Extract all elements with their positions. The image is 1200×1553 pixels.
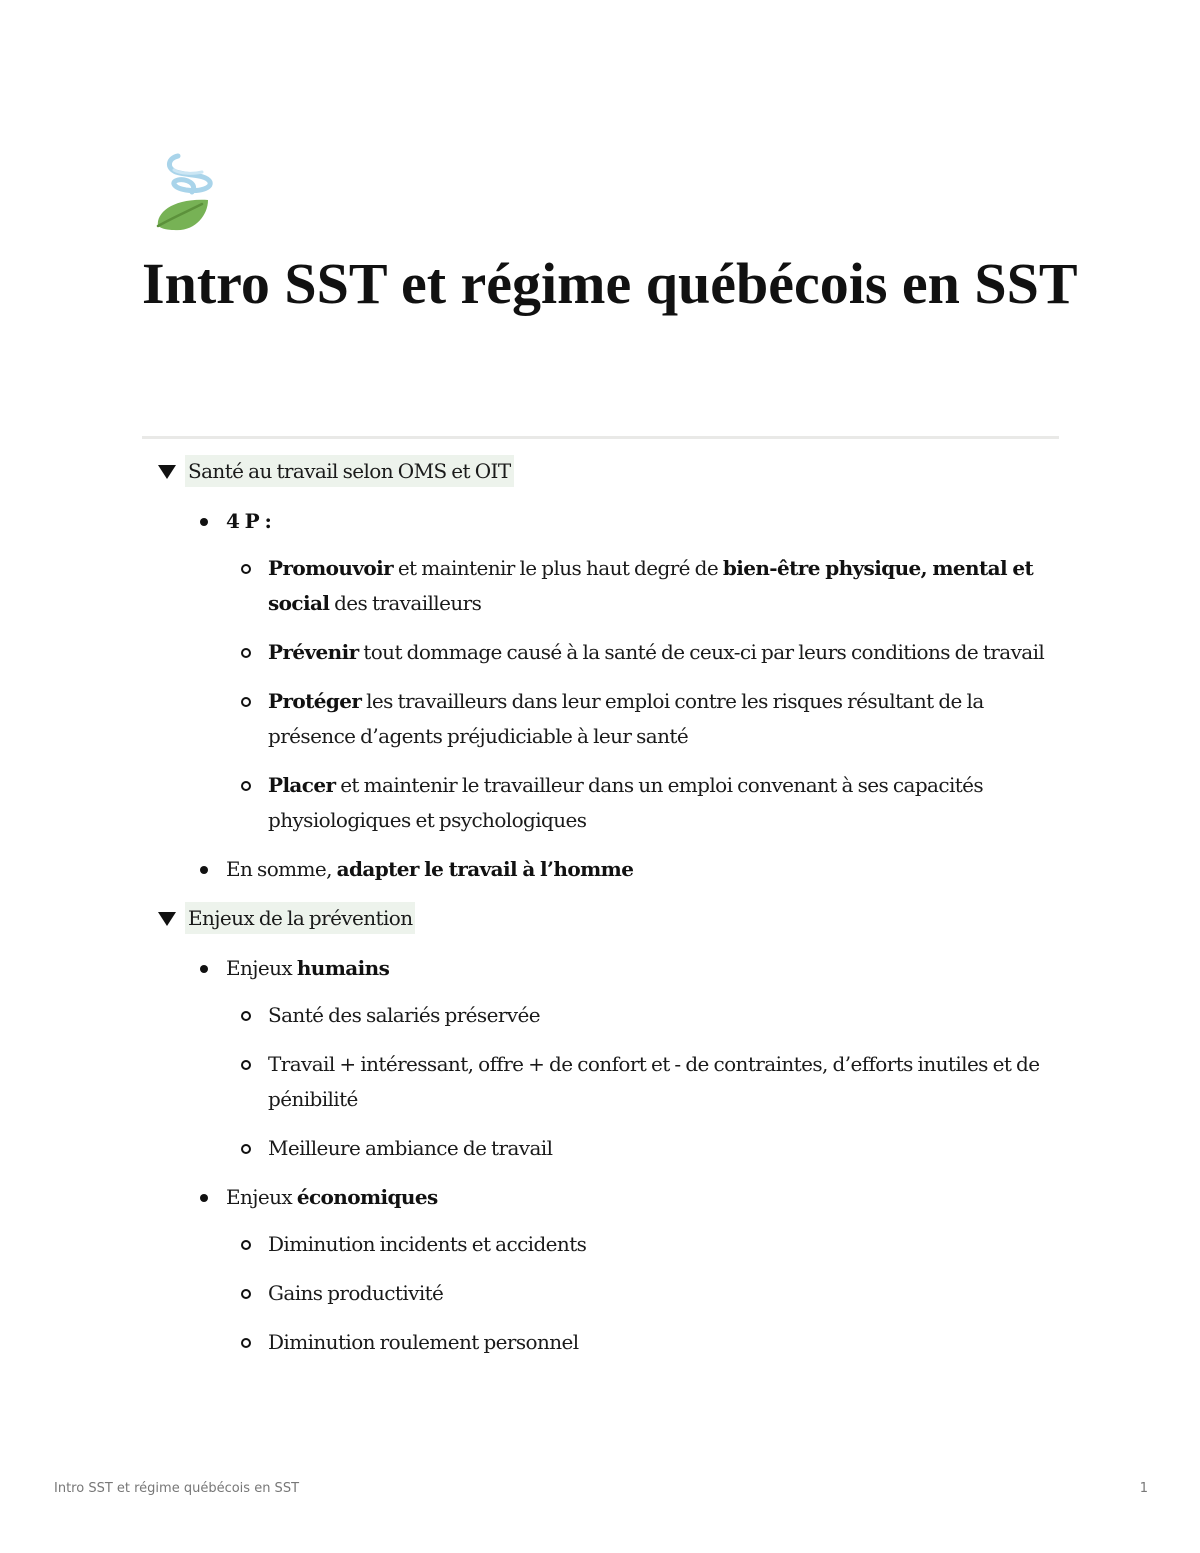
text: des travailleurs [329,591,482,615]
bold-text: adapter le travail à l’homme [336,857,634,881]
toggle-triangle-icon[interactable] [158,912,176,926]
sub-bullet-list [226,1227,1060,1360]
toggle-sante-au-travail[interactable] [155,452,1060,490]
leaf-wind-icon [150,150,220,240]
list-item [155,504,1060,838]
page-title: Intro SST et régime québécois en SST [142,251,1078,316]
bold-text: Protéger [268,689,362,713]
sub-bullet-list [226,551,1060,838]
text: et maintenir le plus haut degré de [393,556,723,580]
sub-list-item: Santé des salariés préservée [226,998,1060,1033]
list-item [155,852,1060,887]
toggle-enjeux-prevention[interactable] [155,899,1060,937]
sub-list-item: Diminution roulement personnel [226,1325,1060,1360]
sub-list-item [226,768,1060,838]
toggle-label[interactable]: Santé au travail selon OMS et OIT [185,455,514,487]
list-item [155,1180,1060,1360]
bold-text: Placer [268,773,336,797]
list-item-bold: 4 P : [226,509,272,533]
text: tout dommage causé à la santé de ceux-ci par leurs conditions de travail [358,640,1045,664]
bold-text: humains [296,956,390,980]
text: les travailleurs dans leur emploi contre les risques résultant de la présence d’agents préjudiciable à leur santé [268,689,984,748]
sub-list-item: Travail + intéressant, offre + de confort et - de contraintes, d’efforts inutiles et de pénibilité [226,1047,1060,1117]
sub-list-item: Diminution incidents et accidents [226,1227,1060,1262]
bold-text: Prévenir [268,640,359,664]
text: et maintenir le travailleur dans un emploi convenant à ses capacités physiologiques et psychologiques [268,773,984,832]
bullet-list [155,504,1060,887]
text: Enjeux [226,1185,297,1209]
toggle-label[interactable]: Enjeux de la prévention [185,902,415,934]
divider [142,436,1059,439]
bold-text: Promouvoir [268,556,394,580]
sub-list-item [226,684,1060,754]
sub-list-item: Gains productivité [226,1276,1060,1311]
text: Enjeux [226,956,297,980]
sub-list-item: Meilleure ambiance de travail [226,1131,1060,1166]
bold-text: bien-être physique, mental et social [268,556,1034,615]
footer-page-number: 1 [1139,1481,1148,1496]
page-content [155,452,1060,1374]
sub-list-item [226,551,1060,621]
bullet-list [155,951,1060,1360]
footer-title: Intro SST et régime québécois en SST [54,1481,300,1496]
text: En somme, [226,857,337,881]
list-item [155,951,1060,1166]
sub-list-item [226,635,1060,670]
bold-text: économiques [296,1185,438,1209]
toggle-triangle-icon[interactable] [158,465,176,479]
sub-bullet-list [226,998,1060,1166]
